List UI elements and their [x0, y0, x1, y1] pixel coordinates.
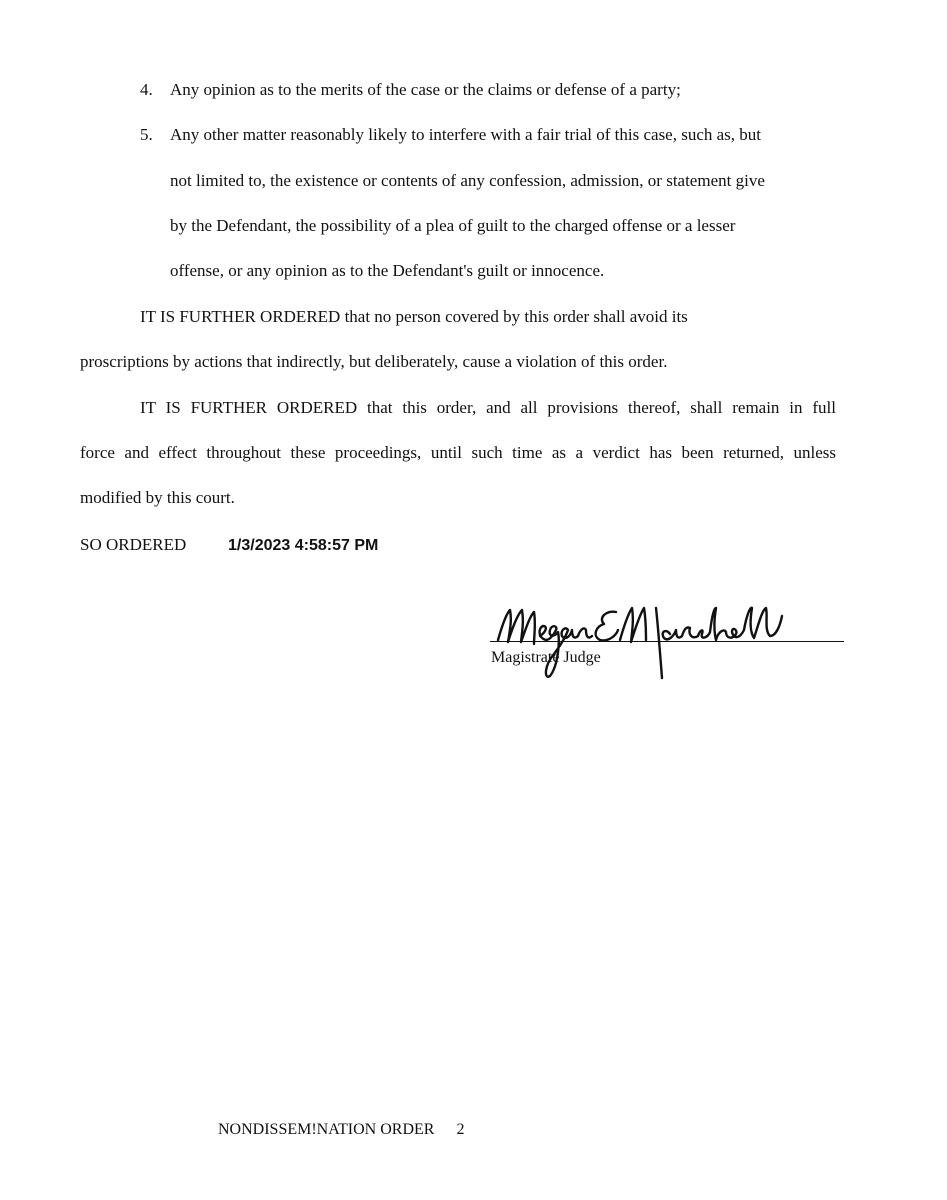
- list-text-line: by the Defendant, the possibility of a plea of guilt to the charged offense or a lesser: [170, 216, 736, 235]
- signature-line: [490, 641, 844, 642]
- page-number: 2: [456, 1121, 465, 1138]
- footer-document-title: NONDISSEM!NATION ORDER: [218, 1121, 435, 1138]
- list-number: 5.: [140, 125, 153, 144]
- paragraph-line: proscriptions by actions that indirectly, but deliberately, cause a violation of this order.: [80, 352, 668, 371]
- signing-timestamp: 1/3/2023 4:58:57 PM: [228, 537, 379, 554]
- list-text-line: Any opinion as to the merits of the case or the claims or defense of a party;: [170, 80, 681, 99]
- list-text-line: offense, or any opinion as to the Defendant's guilt or innocence.: [170, 261, 605, 280]
- list-item-4: [140, 80, 681, 100]
- list-text-line: not limited to, the existence or contents of any confession, admission, or statement give: [170, 171, 765, 190]
- so-ordered-label: SO ORDERED: [80, 535, 187, 554]
- list-number: 4.: [140, 80, 153, 99]
- signature-title: Magistrate Judge: [491, 649, 601, 666]
- list-item-5: [140, 125, 761, 145]
- paragraph-line: IT IS FURTHER ORDERED that no person covered by this order shall avoid its: [140, 307, 688, 326]
- paragraph-line: IT IS FURTHER ORDERED that this order, and all provisions thereof, shall remain in full: [140, 398, 836, 417]
- list-text-line: Any other matter reasonably likely to interfere with a fair trial of this case, such as, but: [170, 125, 762, 144]
- paragraph-line: force and effect throughout these proceedings, until such time as a verdict has been returned, unless: [80, 443, 836, 462]
- paragraph-line: modified by this court.: [80, 488, 235, 507]
- page-footer: [218, 1120, 464, 1140]
